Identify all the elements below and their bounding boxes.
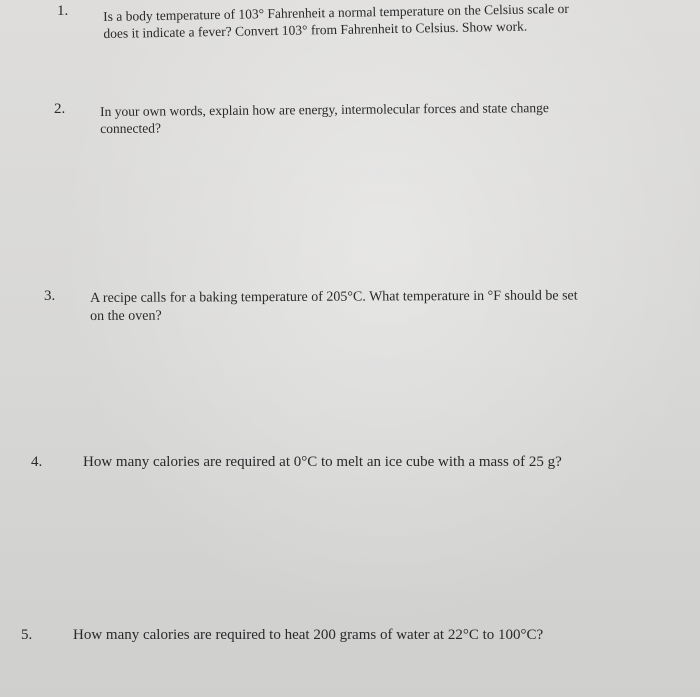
- question-line: does it indicate a fever? Convert 103° from Fahrenheit to Celsius. Show work.: [103, 18, 528, 41]
- question-line: connected?: [100, 120, 162, 136]
- question-number: 1.: [57, 3, 69, 19]
- question-text: [73, 627, 543, 644]
- question-text: [103, 0, 569, 42]
- question-line: How many calories are required to heat 200 grams of water at 22°C to 100°C?: [73, 627, 544, 643]
- question-number: 4.: [31, 454, 43, 470]
- question-line: How many calories are required at 0°C to melt an ice cube with a mass of 25 g?: [83, 454, 562, 470]
- question-line: on the oven?: [90, 308, 162, 324]
- question-number: 3.: [44, 288, 56, 304]
- question-text: [100, 99, 549, 137]
- question-number: 5.: [21, 627, 33, 643]
- question-line: In your own words, explain how are energy, intermolecular forces and state change: [100, 100, 549, 119]
- question-line: Is a body temperature of 103° Fahrenheit a normal temperature on the Celsius scale or: [103, 0, 569, 24]
- question-line: A recipe calls for a baking temperature of 205°C. What temperature in °F should be set: [90, 288, 578, 306]
- question-number: 2.: [54, 101, 66, 117]
- question-text: [90, 287, 578, 326]
- question-text: [83, 454, 562, 471]
